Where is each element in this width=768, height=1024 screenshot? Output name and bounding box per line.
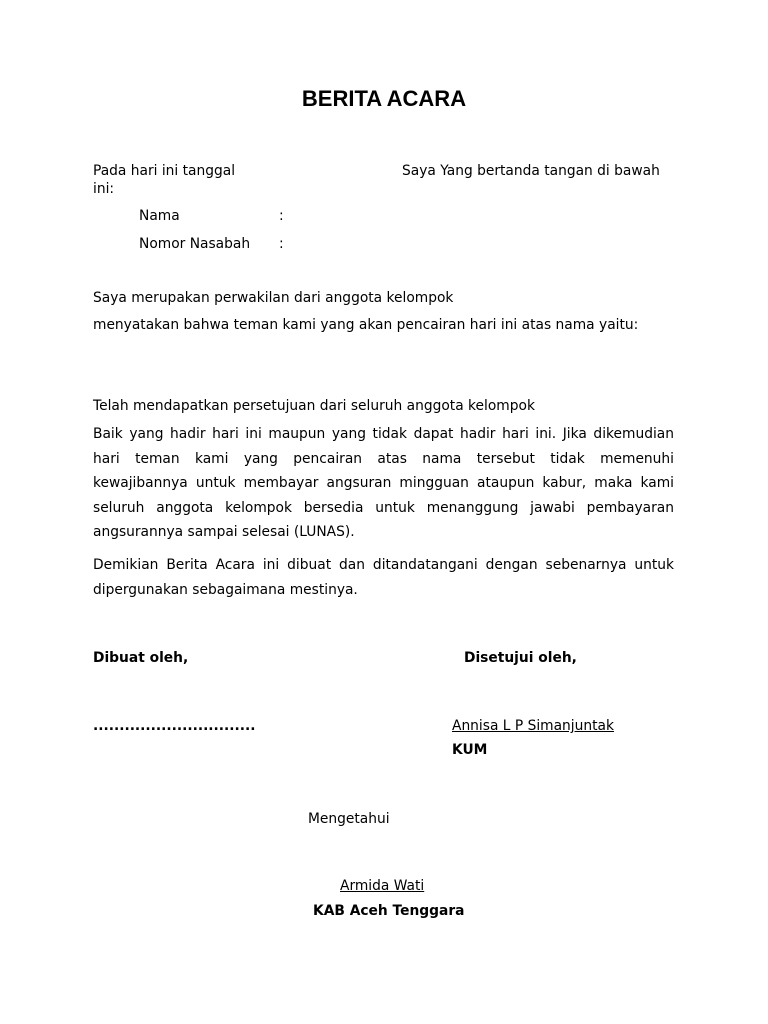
statement-line-2: menyatakan bahwa teman kami yang akan pencairan hari ini atas nama yaitu:	[93, 317, 639, 333]
intro-wrap-text: ini:	[93, 181, 115, 197]
field-account-number-label: Nomor Nasabah	[139, 236, 251, 252]
statement-line-1: Saya merupakan perwakilan dari anggota kelompok	[93, 290, 454, 306]
field-name-label: Nama	[139, 208, 180, 224]
intro-left-text: Pada hari ini tanggal	[93, 163, 236, 179]
field-name-colon: :	[279, 208, 284, 224]
approver-name: Annisa L P Simanjuntak	[452, 718, 614, 734]
acknowledged-label: Mengetahui	[308, 811, 390, 827]
approved-by-label: Disetujui oleh,	[464, 650, 577, 666]
approval-paragraph: Baik yang hadir hari ini maupun yang tidak dapat hadir hari ini. Jika dikemudian hari teman kami yang pencairan atas nama tersebut tidak memenuhi kewajibannya untuk membayar angsuran mingguan ataupun kabur, maka kami seluruh anggota kelompok bersedia untuk menanggung jawabi pembayaran angsurannya sampai selesai (LUNAS).	[93, 426, 674, 540]
intro-right-text: Saya Yang bertanda tangan di bawah	[402, 163, 660, 179]
document-title: BERITA ACARA	[301, 86, 467, 111]
made-by-signature-line: ...............................	[93, 718, 256, 734]
acknowledger-name: Armida Wati	[340, 878, 425, 894]
approver-role: KUM	[452, 742, 488, 758]
field-account-number-colon: :	[279, 236, 284, 252]
approval-line: Telah mendapatkan persetujuan dari seluruh anggota kelompok	[93, 398, 535, 414]
closing-paragraph: Demikian Berita Acara ini dibuat dan ditandatangani dengan sebenarnya untuk dipergunakan sebagaimana mestinya.	[93, 557, 674, 598]
acknowledger-role: KAB Aceh Tenggara	[313, 903, 465, 919]
made-by-label: Dibuat oleh,	[93, 650, 189, 666]
